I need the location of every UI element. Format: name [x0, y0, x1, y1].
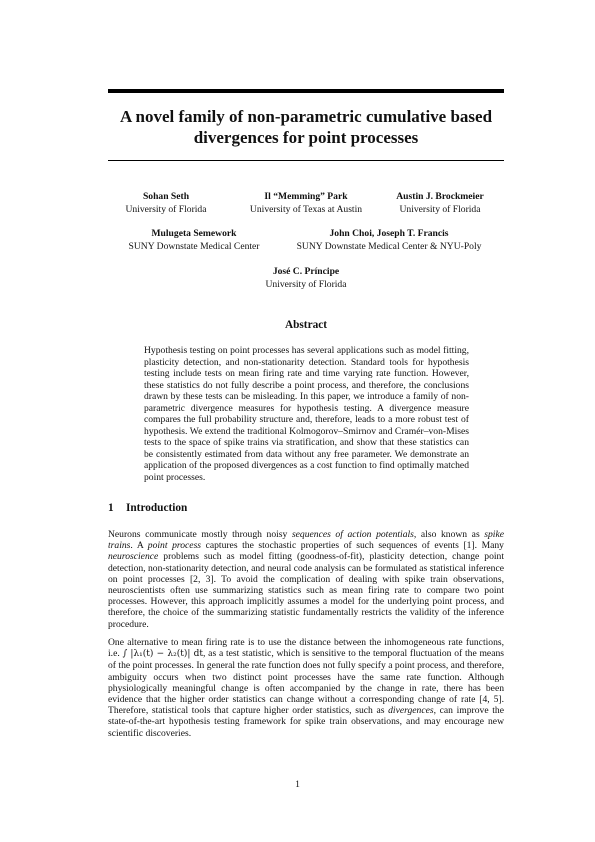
- author-affiliation: University of Florida: [125, 203, 207, 215]
- emphasis: sequences of action potentials: [291, 529, 414, 540]
- paper-title: A novel family of non-parametric cumulative based divergences for point processes: [119, 107, 493, 147]
- title-top-rule: [108, 89, 504, 93]
- author-name: Austin J. Brockmeier: [396, 191, 484, 202]
- abstract-heading: Abstract: [284, 319, 328, 331]
- text-run: Neurons communicate mostly through noisy: [108, 529, 292, 540]
- author-affiliation: University of Florida: [399, 203, 481, 215]
- emphasis: divergences: [388, 705, 434, 717]
- author-affiliation: SUNY Downstate Medical Center & NYU-Poly: [296, 240, 482, 252]
- emphasis: spike trains: [108, 529, 504, 552]
- section-number: 1: [108, 502, 114, 514]
- author-block: [118, 191, 214, 216]
- author-block: [236, 266, 376, 291]
- author-name: José C. Príncipe: [272, 266, 340, 277]
- intro-paragraph-1: [108, 529, 504, 630]
- author-name: John Choi, Joseph T. Francis: [329, 228, 449, 239]
- author-name: Il “Memming” Park: [264, 191, 348, 202]
- text-run: . A: [130, 540, 148, 552]
- author-block: [284, 228, 494, 253]
- text-run: problems such as model fitting (goodness-of-fit), plasticity detection, change point detection, non-stationarity detection, and neural code analysis can be formulated as statistical inference on point processes [2, 3]. To avoid the complication of dealing with spike train observations, neuroscientists often use summarizing statistics such as mean firing rate to compare two point processes. However, this approach implicitly assumes a model for the underlying point process, and therefore, the choice of the summarizing statistic fundamentally restricts the validity of the inference procedure.: [108, 551, 504, 630]
- page-number: 1: [295, 779, 300, 790]
- author-block: [118, 228, 270, 253]
- text-run: One alternative to mean firing rate is to use the distance between the inhomogeneous rate functions, i.e.: [108, 637, 504, 660]
- intro-paragraph-2: [108, 637, 504, 739]
- abstract-text: Hypothesis testing on point processes has several applications such as model fitting, plasticity detection, and non-stationarity detection. Standard tools for hypothesis testing include tests on mean firing rate and time varying rate function. However, these statistics do not fully describe a point process, and therefore, the conclusions drawn by these tests can be misleading. In this paper, we introduce a family of non-parametric divergence measures for hypothesis testing. A divergence measure compares the full probability structure and, therefore, leads to a more robust test of hypothesis. We extend the traditional Kolmogorov–Smirnov and Cramér–von-Mises tests to the space of spike trains via stratification, and show that these statistics can be consistently estimated from data without any free parameter. We demonstrate an application of the proposed divergences as a cost function to find optimally matched point processes.: [144, 345, 469, 483]
- section-title: Introduction: [126, 502, 188, 514]
- emphasis: point process: [147, 540, 202, 552]
- section-heading: [108, 502, 187, 514]
- rate-distance-formula: ∫ |λ₁(t) − λ₂(t)| dt: [122, 649, 204, 660]
- author-affiliation: University of Texas at Austin: [249, 203, 363, 215]
- author-name: Mulugeta Semework: [151, 228, 237, 239]
- author-block: [236, 191, 376, 216]
- author-affiliation: University of Florida: [265, 278, 347, 290]
- emphasis: neuroscience: [108, 551, 159, 563]
- author-name: Sohan Seth: [142, 191, 190, 202]
- author-block: [378, 191, 502, 216]
- title-bottom-rule: [108, 160, 504, 161]
- text-run: , can improve the state-of-the-art hypothesis testing framework for spike train observations, and may encourage new scientific discoveries.: [108, 705, 504, 739]
- author-affiliation: SUNY Downstate Medical Center: [128, 240, 260, 252]
- text-run: , as a test statistic, which is sensitive to the temporal fluctuation of the means of the point processes. In general the rate function does not fully specify a point process, and therefore, ambiguity occurs when two distinct point processes have the same rate function. Although physiologically meaningful change is often accompanied by the change in rate, there has been evidence that the higher order statistics can change without a corresponding change of rate [4, 5]. Therefore, statistical tools that capture higher order statistics, such as: [108, 648, 504, 717]
- text-run: , also known as: [413, 529, 485, 540]
- text-run: captures the stochastic properties of such sequences of events [1]. Many: [201, 540, 504, 552]
